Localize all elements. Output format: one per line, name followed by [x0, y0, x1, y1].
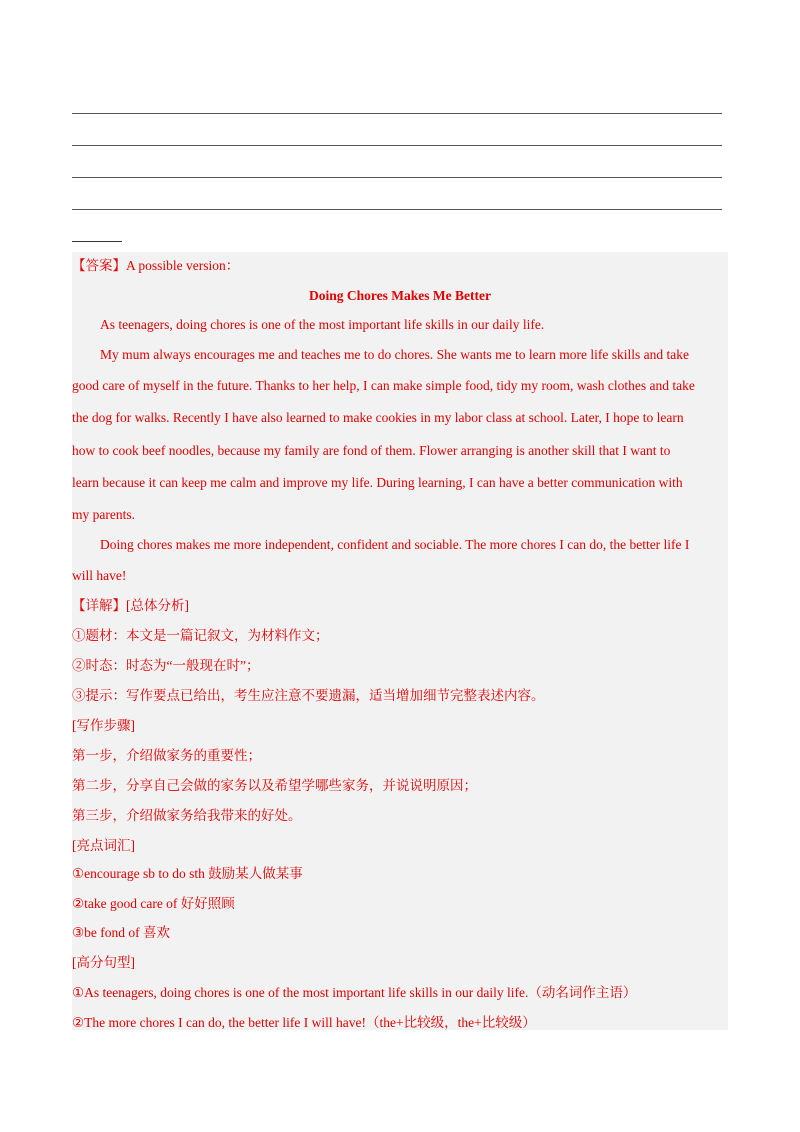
analysis-item: ①题材：本文是一篇记叙文，为材料作文；: [72, 628, 329, 643]
essay-paragraph-2-line: good care of myself in the future. Thanks to her help, I can make simple food, tidy my room, wash clothes and take: [72, 378, 695, 393]
explanation-header: 【详解】[总体分析]: [72, 598, 189, 613]
answer-header: 【答案】A possible version：: [72, 258, 240, 273]
vocab-header: [亮点词汇]: [72, 838, 135, 853]
blank-writing-line-short: [72, 241, 122, 242]
essay-paragraph-1-line: As teenagers, doing chores is one of the most important life skills in our daily life.: [100, 317, 545, 332]
vocab-item: ②take good care of 好好照顾: [72, 896, 235, 911]
analysis-item: ③提示：写作要点已给出，考生应注意不要遗漏，适当增加细节完整表述内容。: [72, 688, 545, 703]
blank-writing-line-1: [72, 113, 722, 114]
blank-writing-line-3: [72, 177, 722, 178]
vocab-item: ③be fond of 喜欢: [72, 925, 170, 940]
essay-paragraph-2-line: my parents.: [72, 507, 135, 522]
essay-paragraph-3-line: Doing chores makes me more independent, confident and sociable. The more chores I can do, the better life I: [100, 537, 690, 552]
step-item: 第三步，介绍做家务给我带来的好处。: [72, 808, 302, 823]
essay-paragraph-2-line: My mum always encourages me and teaches me to do chores. She wants me to learn more life skills and take: [100, 347, 689, 362]
essay-title: Doing Chores Makes Me Better: [309, 288, 491, 303]
analysis-item: ②时态：时态为“一般现在时”；: [72, 658, 260, 673]
blank-writing-line-4: [72, 209, 722, 210]
steps-header: [写作步骤]: [72, 718, 135, 733]
sentence-item: ①As teenagers, doing chores is one of the most important life skills in our daily life.（动名词作主语）: [72, 985, 637, 1000]
essay-paragraph-2-line: the dog for walks. Recently I have also learned to make cookies in my labor class at school. Later, I hope to learn: [72, 410, 684, 425]
essay-paragraph-3-line: will have!: [72, 568, 127, 583]
step-item: 第一步，介绍做家务的重要性；: [72, 748, 261, 763]
step-item: 第二步，分享自己会做的家务以及希望学哪些家务，并说说明原因；: [72, 778, 477, 793]
sentences-header: [高分句型]: [72, 955, 135, 970]
blank-writing-line-2: [72, 145, 722, 146]
answer-block: [72, 252, 728, 1030]
essay-paragraph-2-line: how to cook beef noodles, because my family are fond of them. Flower arranging is another skill that I want to: [72, 443, 671, 458]
vocab-item: ①encourage sb to do sth 鼓励某人做某事: [72, 866, 303, 881]
sentence-item: ②The more chores I can do, the better life I will have!（the+比较级，the+比较级）: [72, 1015, 536, 1030]
essay-paragraph-2-line: learn because it can keep me calm and improve my life. During learning, I can have a better communication with: [72, 475, 683, 490]
